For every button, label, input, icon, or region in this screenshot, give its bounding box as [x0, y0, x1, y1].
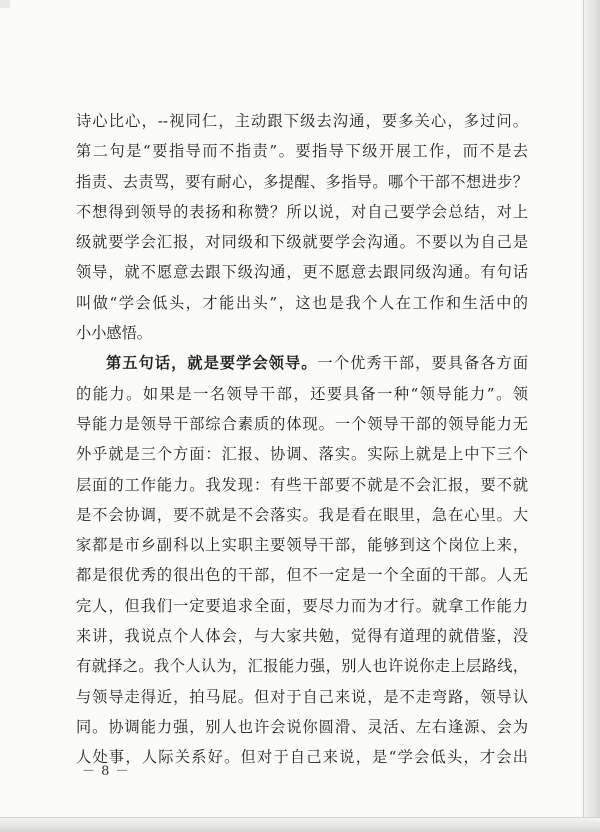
- paragraph-first-line: [76, 348, 528, 378]
- text-line: 第二句是“要指导而不指责”。要指导下级开展工作，而不是去: [76, 142, 528, 161]
- text-line: 领导，就不愿意去跟下级沟通，更不愿意去跟同级沟通。有句话: [76, 263, 528, 282]
- text-line: 有就择之。我个人认为，汇报能力强，别人也许说你走上层路线，: [76, 657, 528, 676]
- text-line: 级就要学会汇报，对同级和下级就要学会沟通。不要以为自己是: [76, 233, 528, 252]
- text-line: 的能力。如果是一名领导干部，还要具备一种“领导能力”。领: [76, 384, 528, 403]
- text-line: 来讲，我说点个人体会，与大家共勉，觉得有道理的就借鉴，没: [76, 627, 528, 646]
- scan-corner: [0, 0, 10, 8]
- text-line: 都是很优秀的很出色的干部，但不一定是一个全面的干部。人无: [76, 566, 528, 585]
- text-line: 层面的工作能力。我发现：有些干部要不就是不会汇报，要不就: [76, 475, 528, 494]
- text-line: 导能力是领导干部综合素质的体现。一个领导干部的领导能力无: [76, 414, 528, 433]
- text-line: 指责、去责骂，要有耐心，多提醒、多指导。哪个干部不想进步？: [76, 172, 528, 191]
- text-line: 完人，但我们一定要追求全面，要尽力而为才行。就拿工作能力: [76, 596, 528, 615]
- page-edge-bottom: [0, 817, 600, 832]
- text-line: 诗心比心，--视同仁，主动跟下级去沟通，要多关心，多过问。: [76, 112, 528, 130]
- text-line: 与领导走得近，拍马屁。但对于自己来说，是不走弯路，领导认: [76, 687, 528, 706]
- page-number: － 8 －: [82, 764, 130, 779]
- text-line: 同。协调能力强，别人也许会说你圆滑、灵活、左右逢源、会为: [76, 717, 528, 736]
- paragraph-heading: 第五句话，就是要学会领导。: [106, 354, 318, 373]
- text-run: 一个优秀干部，要具备各方面: [317, 354, 529, 373]
- page-edge-right: [583, 0, 600, 832]
- text-line: 人处事，人际关系好。但对于自己来说，是“学会低头，才会出: [76, 748, 528, 767]
- text-line: 是不会协调，要不就是不会落实。我是看在眼里，急在心里。大: [76, 505, 528, 524]
- text-line: 小小感悟。: [76, 324, 152, 343]
- text-line: 外乎就是三个方面：汇报、协调、落实。实际上就是上中下三个: [76, 445, 528, 464]
- text-line: 叫做“学会低头，才能出头”，这也是我个人在工作和生活中的: [76, 293, 528, 312]
- text-line: 不想得到领导的表扬和称赞？所以说，对自己要学会总结，对上: [76, 202, 528, 221]
- text-line: 家都是市乡副科以上实职主要领导干部，能够到这个岗位上来，: [76, 536, 528, 555]
- body-text: [76, 106, 528, 773]
